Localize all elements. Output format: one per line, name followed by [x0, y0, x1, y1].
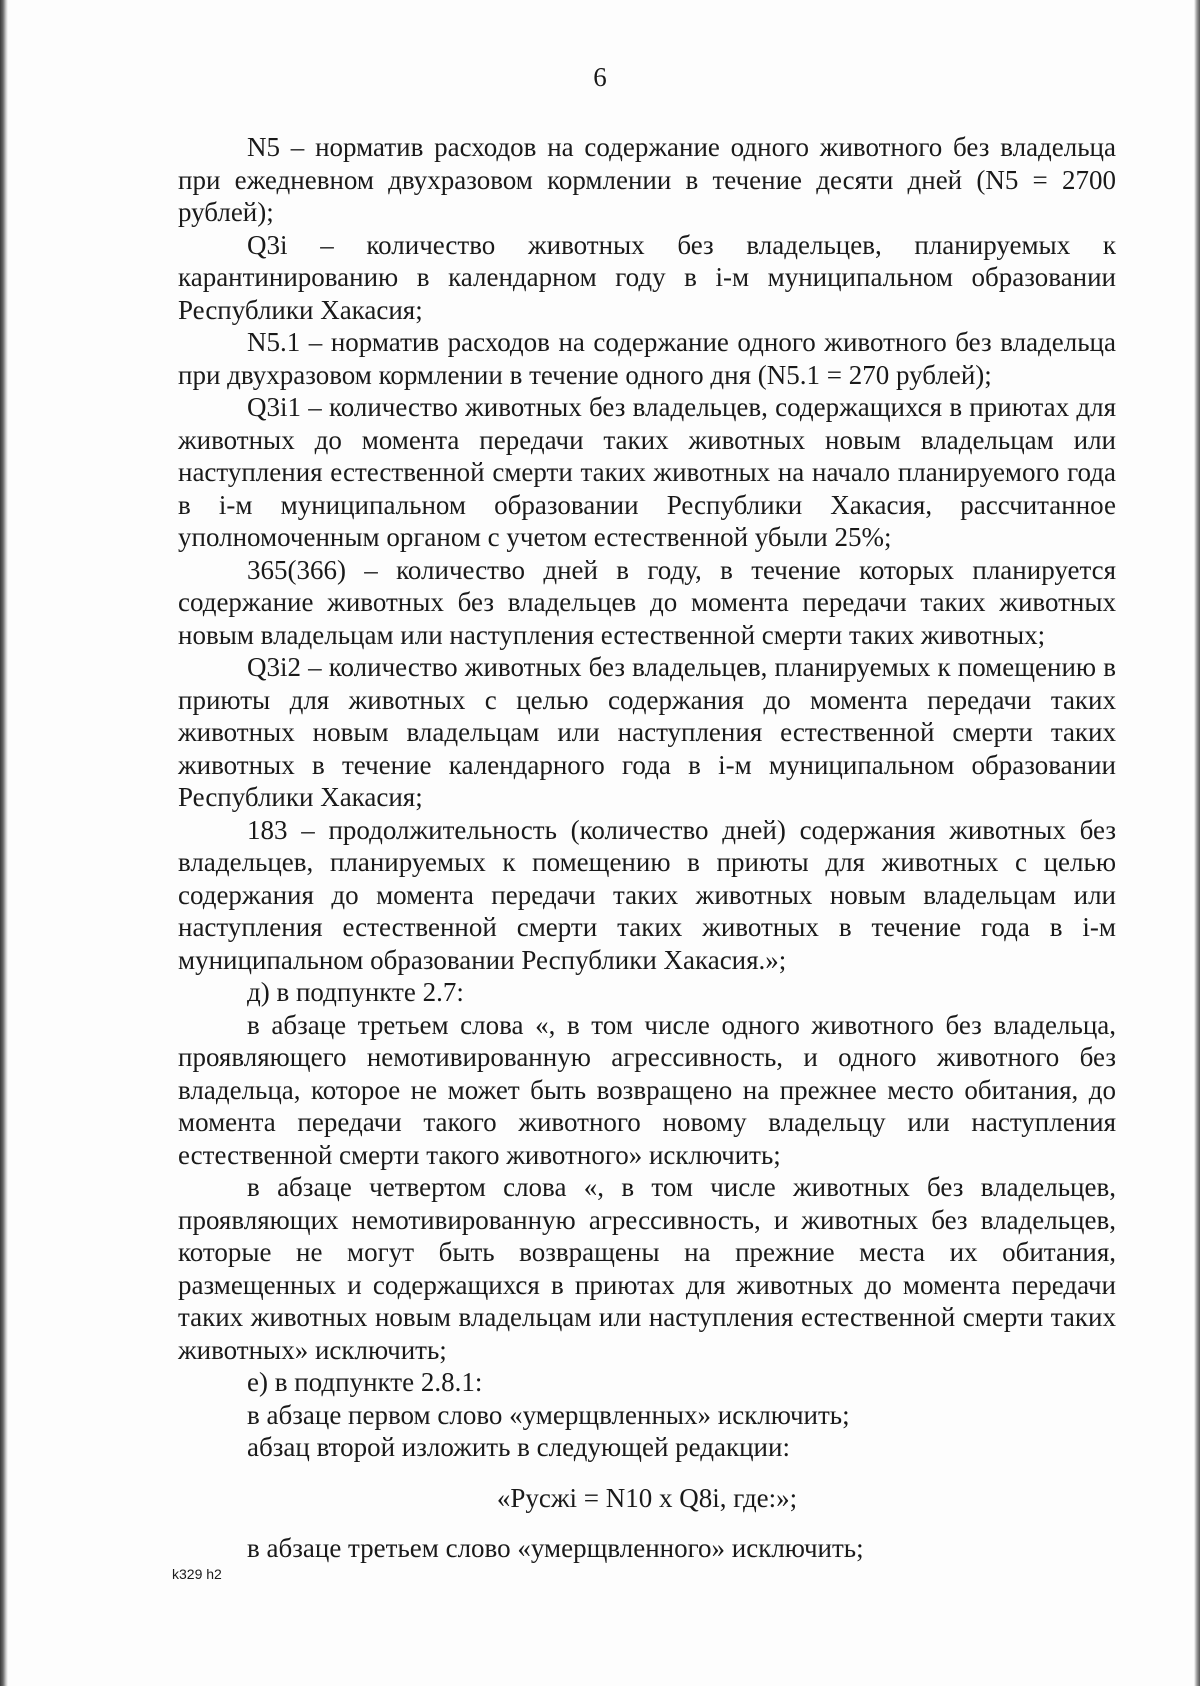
paragraph-abzac-second: абзац второй изложить в следующей редакции: — [247, 1432, 790, 1462]
paragraph-subpoint-d: д) в подпункте 2.7: — [247, 977, 464, 1007]
paragraph-183: 183 – продолжительность (количество дней) содержания животных без владельцев, планируемых к помещению в приюты для животных с целью содержания до момента передачи таких животных новым владельцам или наступления естественной смерти таких животных в течение года в i-м муниципальном образовании Республики Хакасия.»; — [178, 814, 1116, 975]
paragraph-abzac-fourth: в абзаце четвертом слова «, в том числе животных без владельцев, проявляющих немотивированную агрессивность, и животных без владельцев, которые не могут быть возвращены на прежние места их обитания, размещенных и содержащихся в приютах для животных до момента передачи таких животных новым владельцам или наступления естественной смерти таких животных» исключить; — [178, 1172, 1116, 1365]
paragraph-abzac-first: в абзаце первом слово «умерщвленных» исключить; — [247, 1399, 850, 1430]
paragraph-abzac-third-word: в абзаце третьем слово «умерщвленного» исключить; — [247, 1533, 864, 1563]
footer-code: k329 h2 — [172, 1566, 222, 1582]
scan-edge-right — [1194, 0, 1200, 1686]
paragraph-q3i2: Q3i2 – количество животных без владельцев, планируемых к помещению в приюты для животных с целью содержания до момента передачи таких животных новым владельцам или наступления естественной смерти таких животных в течение календарного года в i-м муниципальном образовании Республики Хакасия; — [178, 652, 1116, 812]
paragraph-n5: N5 – норматив расходов на содержание одного животного без владельца при ежедневном двухразовом кормлении в течение десяти дней (N5 = 2700 рублей); — [178, 132, 1116, 227]
document-body — [178, 131, 1116, 1565]
scan-edge-left — [0, 0, 8, 1686]
paragraph-abzac-third: в абзаце третьем слова «, в том числе одного животного без владельца, проявляющего немотивированную агрессивность, и одного животного без владельца, которое не может быть возвращено на прежнее место обитания, до момента передачи такого животного новому владельцу или наступления естественной смерти такого животного» исключить; — [178, 1009, 1116, 1170]
paragraph-subpoint-e: е) в подпункте 2.8.1: — [247, 1367, 483, 1397]
formula-rusj: «Русжi = N10 x Q8i, где:»; — [496, 1482, 798, 1513]
paragraph-365: 365(366) – количество дней в году, в течение которых планируется содержание животных без владельцев до момента передачи таких животных новым владельцам или наступления естественной смерти таких животных; — [178, 554, 1116, 650]
paragraph-q3i: Q3i – количество животных без владельцев, планируемых к карантинированию в календарном году в i-м муниципальном образовании Республики Хакасия; — [178, 229, 1116, 325]
page-number: 6 — [593, 62, 607, 92]
paragraph-n5-1: N5.1 – норматив расходов на содержание одного животного без владельца при двухразовом кормлении в течение одного дня (N5.1 = 270 рублей); — [178, 327, 1116, 390]
paragraph-q3i1: Q3i1 – количество животных без владельцев, содержащихся в приютах для животных до момента передачи таких животных новым владельцам или наступления естественной смерти таких животных на начало планируемого года в i-м муниципальном образовании Республики Хакасия, рассчитанное уполномоченным органом с учетом естественной убыли 25%; — [178, 392, 1116, 552]
